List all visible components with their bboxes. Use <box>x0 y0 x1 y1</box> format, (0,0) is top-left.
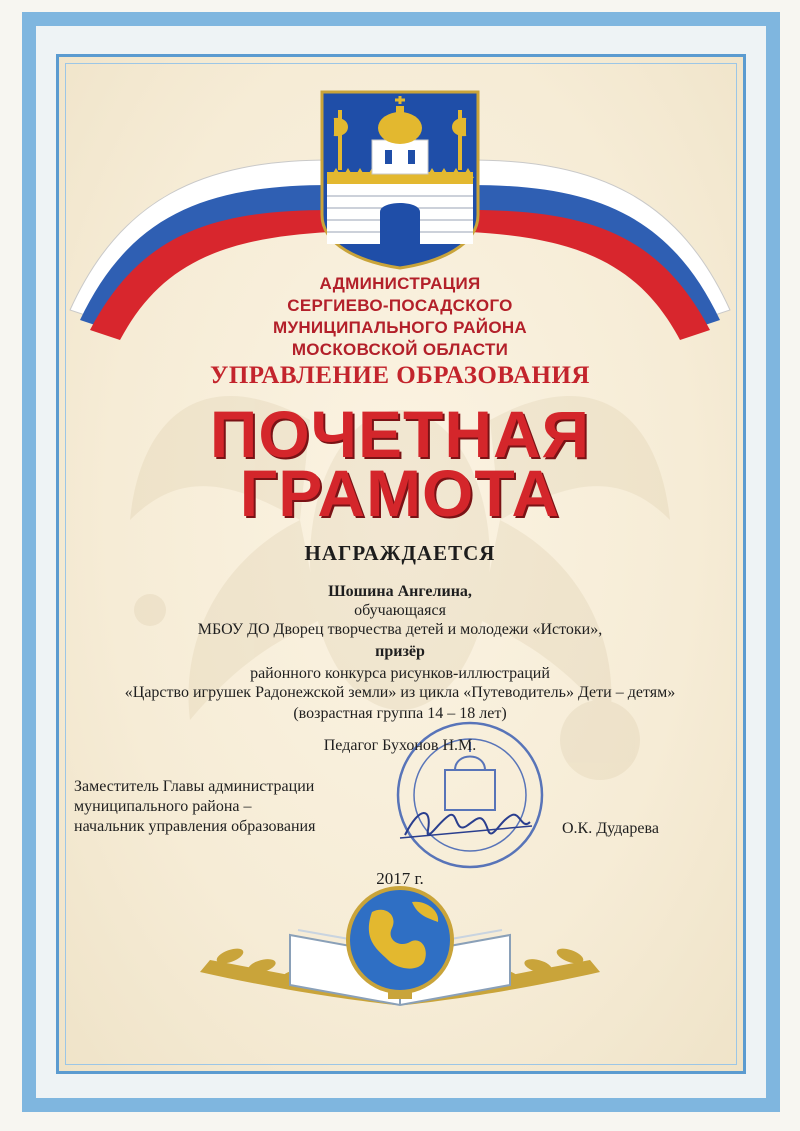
award-heading: НАГРАЖДАЕТСЯ <box>304 541 496 565</box>
signatory-position-line-1: Заместитель Главы администрации <box>74 778 315 795</box>
recipient-name: Шошина Ангелина, <box>328 583 472 600</box>
age-group: (возрастная группа 14 – 18 лет) <box>293 705 507 722</box>
department-title: УПРАВЛЕНИЕ ОБРАЗОВАНИЯ <box>210 362 590 389</box>
signatory-name: О.К. Дударева <box>562 820 659 837</box>
teacher-name: Педагог Бухонов Н.М. <box>323 737 477 754</box>
org-line-2: СЕРГИЕВО-ПОСАДСКОГО <box>287 296 513 315</box>
handwritten-signature-icon <box>400 813 532 838</box>
contest-line-1: районного конкурса рисунков-иллюстраций <box>250 665 550 682</box>
org-line-3: МУНИЦИПАЛЬНОГО РАЙОНА <box>273 318 527 337</box>
signatory-position-line-2: муниципального района – <box>74 798 252 815</box>
certificate-title-line-1: ПОЧЕТНАЯ <box>209 397 591 471</box>
coat-of-arms-icon <box>322 92 478 268</box>
globe-book-icon <box>290 888 510 1005</box>
recipient-institution: МБОУ ДО Дворец творчества детей и молодежи «Истоки», <box>197 621 603 638</box>
certificate-title-line-2: ГРАМОТА <box>239 456 561 530</box>
org-line-4: МОСКОВСКОЙ ОБЛАСТИ <box>291 340 509 359</box>
certificate-year: 2017 г. <box>376 869 424 888</box>
contest-line-2: «Царство игрушек Радонежской земли» из цикла «Путеводитель» Дети – детям» <box>124 684 676 701</box>
award-status: призёр <box>375 643 425 660</box>
signatory-position-line-3: начальник управления образования <box>74 818 316 835</box>
recipient-role: обучающаяся <box>354 602 446 619</box>
org-line-1: АДМИНИСТРАЦИЯ <box>319 274 481 293</box>
